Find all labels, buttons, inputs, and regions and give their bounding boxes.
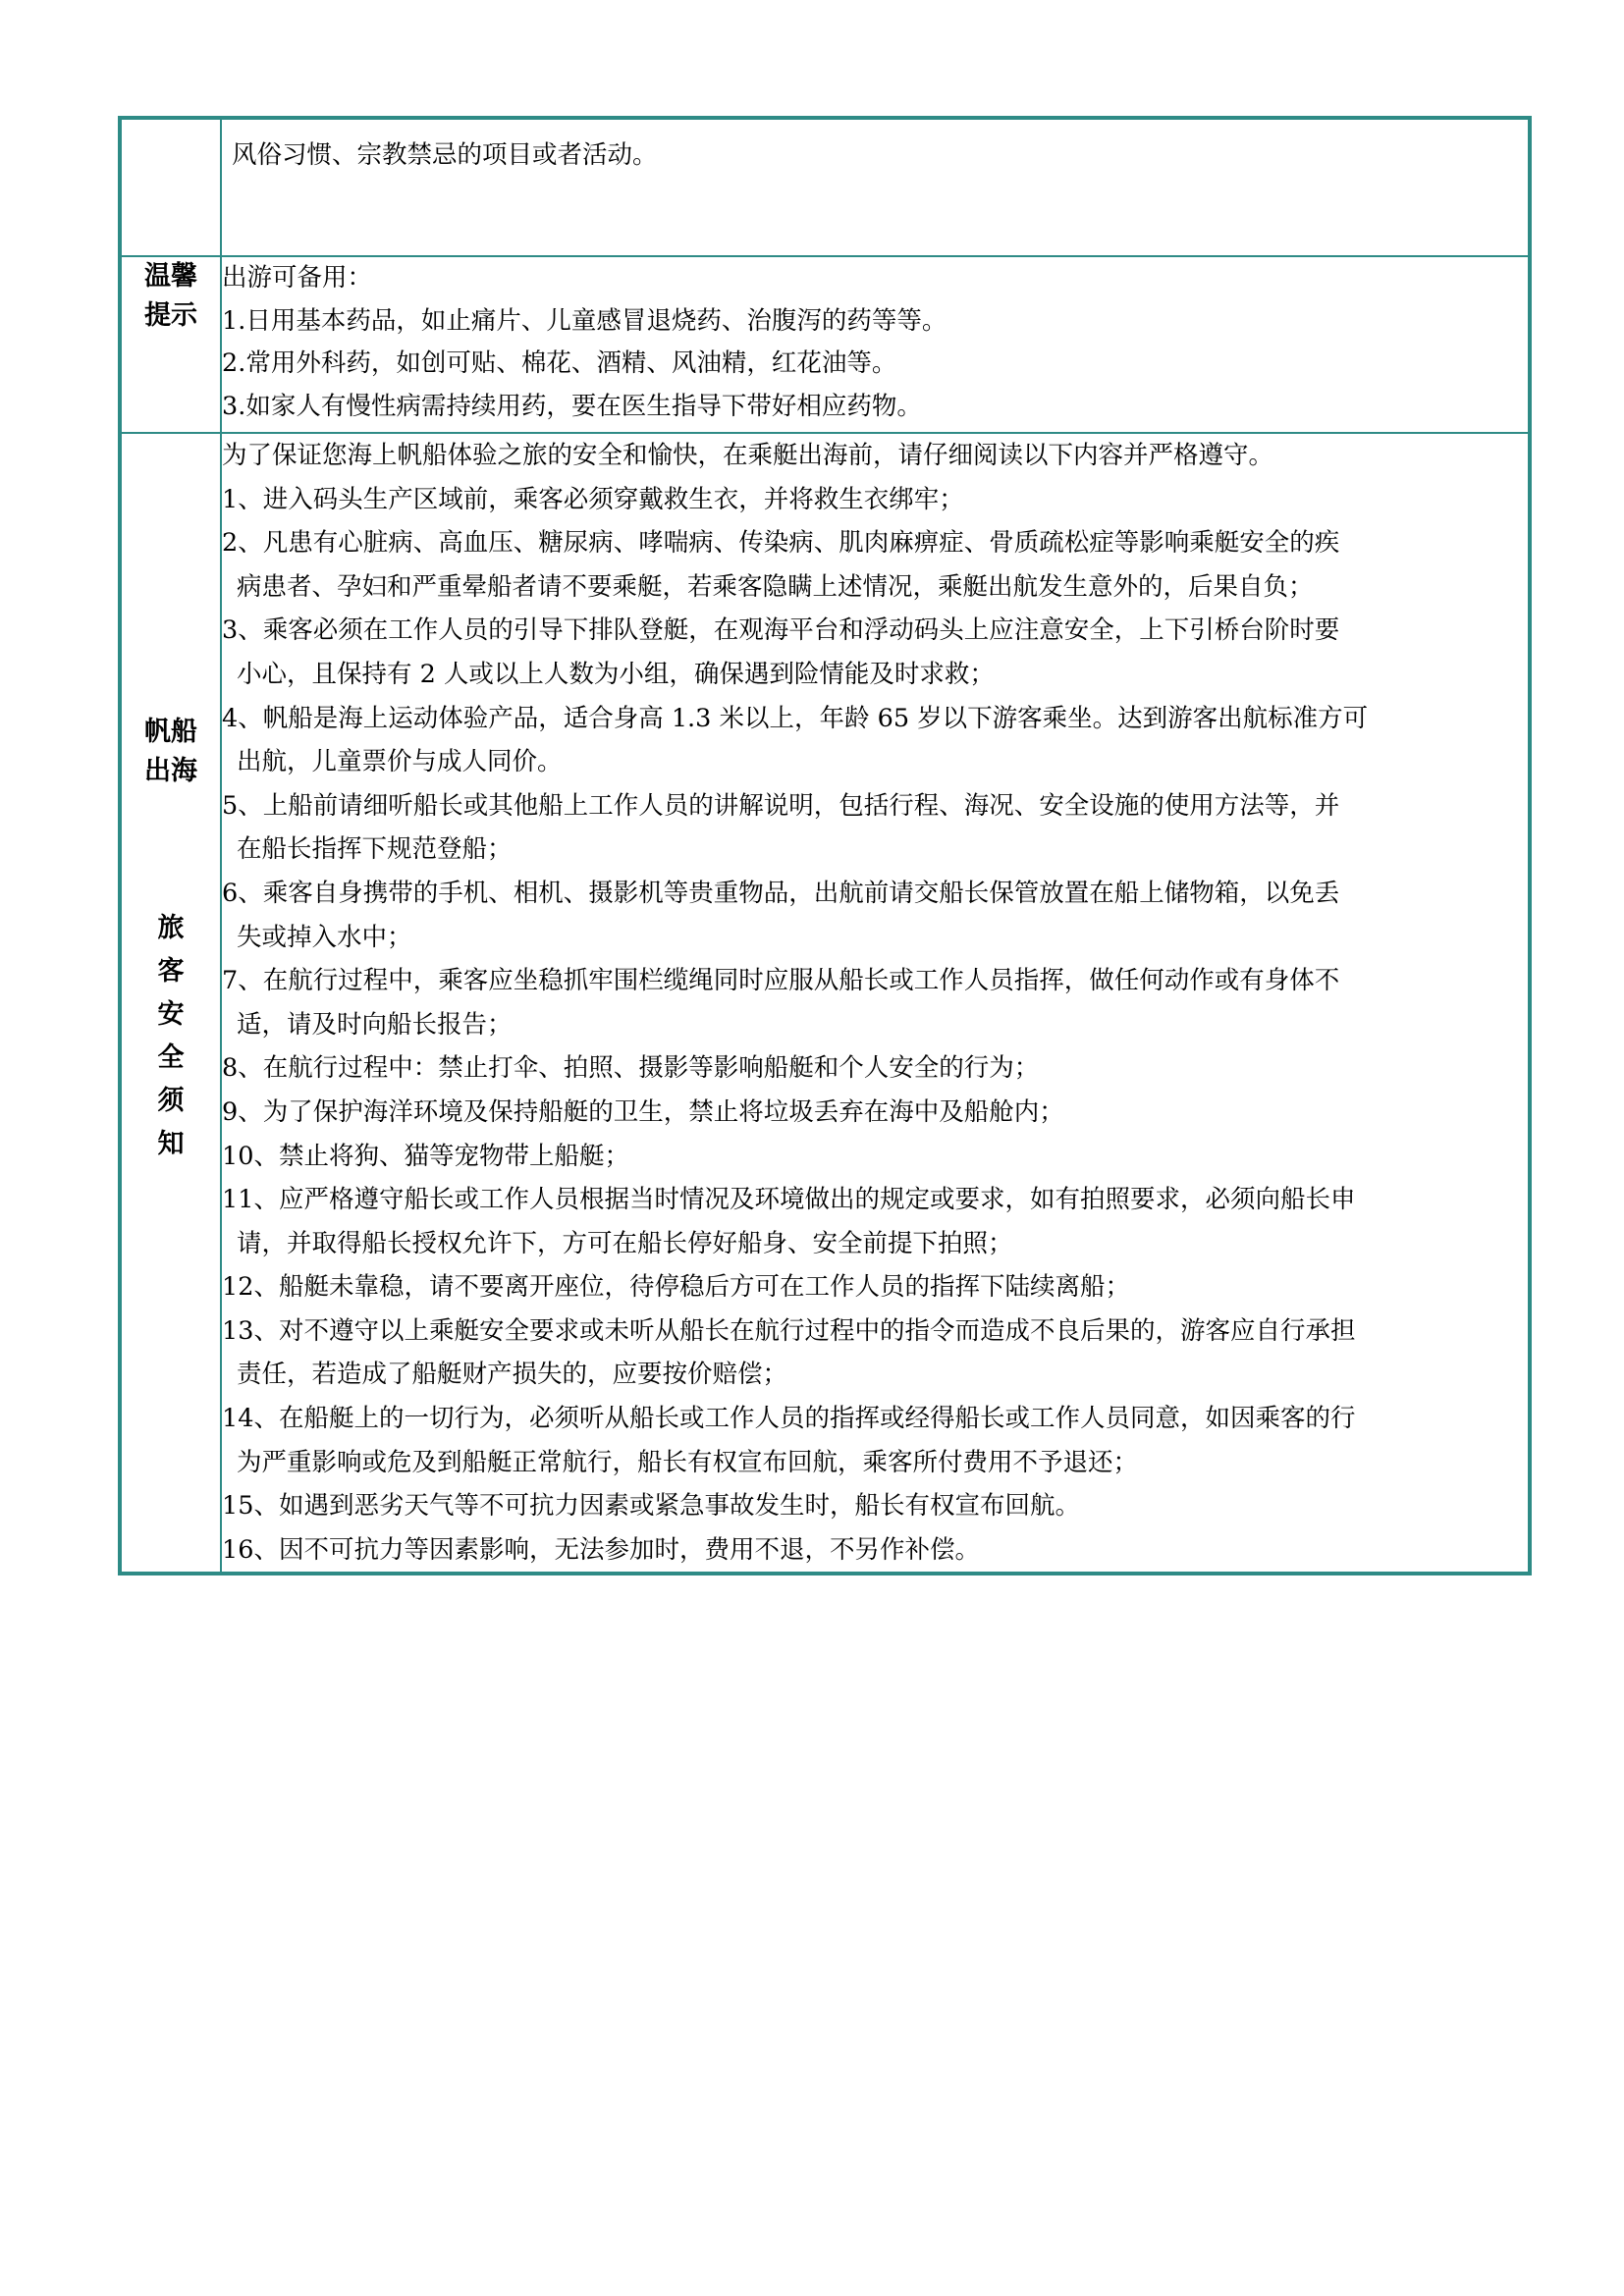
text-line: 病患者、孕妇和严重晕船者请不要乘艇，若乘客隐瞒上述情况，乘艇出航发生意外的，后果自负； bbox=[237, 571, 1314, 602]
text-line: 3、乘客必须在工作人员的引导下排队登艇，在观海平台和浮动码头上应注意安全，上下引桥台阶时要 bbox=[222, 615, 1340, 646]
text-line: 4、帆船是海上运动体验产品，适合身高 1.3 米以上，年龄 65 岁以下游客乘坐。达到游客出航标准方可 bbox=[222, 703, 1369, 733]
label-line: 温馨 bbox=[144, 261, 197, 292]
text-line: 在船长指挥下规范登船； bbox=[237, 834, 513, 865]
list-item bbox=[222, 1484, 1528, 1528]
text-line: 失或掉入水中； bbox=[237, 922, 412, 952]
list-item bbox=[222, 1309, 1528, 1397]
row-content bbox=[221, 119, 1529, 256]
text-line: 2.常用外科药，如创可贴、棉花、酒精、风油精，红花油等。 bbox=[222, 348, 897, 378]
list-item bbox=[222, 872, 1528, 959]
list-item bbox=[222, 1265, 1528, 1309]
text-line: 适，请及时向船长报告； bbox=[237, 1009, 513, 1040]
info-table bbox=[118, 116, 1532, 1575]
list-item bbox=[222, 697, 1528, 784]
text-line: 责任，若造成了船艇财产损失的，应要按价赔偿； bbox=[237, 1360, 788, 1390]
text-line: 小心，且保持有 2 人或以上人数为小组，确保遇到险情能及时求救； bbox=[237, 659, 995, 689]
text-line: 出航，儿童票价与成人同价。 bbox=[237, 747, 563, 777]
list-item bbox=[222, 1178, 1528, 1265]
intro-line: 为了保证您海上帆船体验之旅的安全和愉快，在乘艇出海前，请仔细阅读以下内容并严格遵守。 bbox=[222, 441, 1274, 470]
text-line: 2、凡患有心脏病、高血压、糖尿病、哮喘病、传染病、肌肉麻痹症、骨质疏松症等影响乘艇安全的疾 bbox=[222, 528, 1340, 559]
text-line: 出游可备用： bbox=[222, 263, 373, 293]
safety-items-list bbox=[222, 478, 1528, 1573]
text-line: 5、上船前请细听船长或其他船上工作人员的讲解说明，包括行程、海况、安全设施的使用方法等，并 bbox=[222, 790, 1340, 821]
label-char: 知 bbox=[157, 1129, 185, 1159]
label-char: 须 bbox=[157, 1086, 185, 1116]
label-char: 安 bbox=[157, 999, 185, 1030]
list-item bbox=[222, 959, 1528, 1046]
table-row-safety bbox=[121, 433, 1529, 1573]
list-item bbox=[222, 478, 1528, 522]
list-item bbox=[222, 1397, 1528, 1484]
list-item bbox=[222, 1135, 1528, 1179]
row-label-tips bbox=[121, 256, 221, 433]
text-line: 3.如家人有慢性病需持续用药，要在医生指导下带好相应药物。 bbox=[222, 391, 922, 421]
list-item bbox=[222, 1091, 1528, 1135]
text-line: 1.日用基本药品，如止痛片、儿童感冒退烧药、治腹泻的药等等。 bbox=[222, 305, 947, 336]
list-item bbox=[222, 1046, 1528, 1091]
text-line: 14、在船艇上的一切行为，必须听从船长或工作人员的指挥或经得船长或工作人员同意，如因乘客的行 bbox=[222, 1404, 1356, 1434]
safety-content bbox=[221, 433, 1529, 1573]
label-line: 提示 bbox=[144, 300, 197, 331]
row-label-empty bbox=[121, 119, 221, 256]
label-char: 旅 bbox=[157, 913, 185, 943]
table-row bbox=[121, 119, 1529, 256]
text-line: 风俗习惯、宗教禁忌的项目或者活动。 bbox=[232, 140, 658, 170]
text-line: 8、在航行过程中：禁止打伞、拍照、摄影等影响船艇和个人安全的行为； bbox=[222, 1053, 1040, 1084]
tips-content bbox=[221, 256, 1529, 433]
text-line: 为严重影响或危及到船艇正常航行，船长有权宣布回航，乘客所付费用不予退还； bbox=[237, 1447, 1139, 1477]
text-line: 7、在航行过程中，乘客应坐稳抓牢围栏缆绳同时应服从船长或工作人员指挥，做任何动作或有身体不 bbox=[222, 966, 1340, 996]
text-line: 16、因不可抗力等因素影响，无法参加时，费用不退，不另作补偿。 bbox=[222, 1534, 980, 1565]
text-line: 10、禁止将狗、猫等宠物带上船艇； bbox=[222, 1141, 629, 1171]
list-item bbox=[222, 609, 1528, 696]
list-item bbox=[222, 1528, 1528, 1573]
label-char: 全 bbox=[157, 1042, 185, 1073]
text-line: 9、为了保护海洋环境及保持船艇的卫生，禁止将垃圾丢弃在海中及船舱内； bbox=[222, 1096, 1064, 1127]
text-line: 1、进入码头生产区域前，乘客必须穿戴救生衣，并将救生衣绑牢； bbox=[222, 484, 964, 514]
label-char: 客 bbox=[157, 956, 185, 987]
text-line: 11、应严格遵守船长或工作人员根据当时情况及环境做出的规定或要求，如有拍照要求，必须向船长申 bbox=[222, 1185, 1356, 1215]
list-item bbox=[222, 521, 1528, 609]
text-line: 13、对不遵守以上乘艇安全要求或未听从船长在航行过程中的指令而造成不良后果的，游客应自行承担 bbox=[222, 1315, 1356, 1346]
label-line: 帆船 bbox=[144, 717, 197, 747]
row-label-safety bbox=[121, 433, 221, 1573]
list-item bbox=[222, 784, 1528, 872]
text-line: 6、乘客自身携带的手机、相机、摄影机等贵重物品，出航前请交船长保管放置在船上储物箱，以免丢 bbox=[222, 878, 1340, 908]
label-spacer bbox=[122, 791, 220, 907]
label-line: 出海 bbox=[144, 756, 197, 786]
text-line: 12、船艇未靠稳，请不要离开座位，待停稳后方可在工作人员的指挥下陆续离船； bbox=[222, 1272, 1130, 1303]
label-vertical bbox=[122, 907, 220, 1166]
table-row-tips bbox=[121, 256, 1529, 433]
text-line: 15、如遇到恶劣天气等不可抗力因素或紧急事故发生时，船长有权宣布回航。 bbox=[222, 1491, 1080, 1522]
text-line: 请，并取得船长授权允许下，方可在船长停好船身、安全前提下拍照； bbox=[237, 1228, 1013, 1258]
